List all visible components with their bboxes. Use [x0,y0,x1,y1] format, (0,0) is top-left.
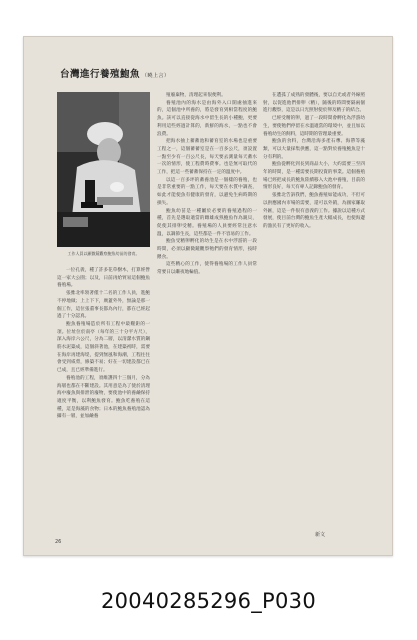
paragraph: 一位孔義，種了許多花草樹木，打算經營這一家大公園；以及，日前再給貿易這個鮑魚養殖場。 [57,268,150,289]
paragraph: 張雅北率領著僅十二名的工作人員，進鮑不停地做；上上下下，廣蓋外外，無論是那一個工作，這位張董事長都為內行，都在已經起過了十分認真。 [57,291,150,320]
paragraph: 這些精心的工作，使得養殖場的工作人員常常要日以繼夜地輪值。 [157,262,257,276]
text-column-3 [263,92,365,537]
paragraph: 張雅北告訴我們，鮑魚養殖如能成功，不但可以供應國內市場的需要，還可以外銷，為國家賺取外匯，這是一件很有意義的工作。據說以這種方式發展，使目前台灣的鮑魚生產大幅成長，也使海邊的漁民有了更好的收入。 [263,193,365,229]
paragraph: 在遭孤了成熟的發體後，要以自光或者外線照射，以促進他們排卵（精），隨後的時間要隔兩個進行觀察，這是以日光照射使於卵及精子的結合。 [263,93,365,114]
paragraph: 殖廢棄物，清理起來很便利。 [166,93,226,98]
text-column-2 [157,92,257,537]
text-column-1 [57,267,150,537]
photo-caption: 工作人員以顯微鏡觀察鮑魚幼苗的發育。 [67,251,140,256]
photo-illustration [57,92,150,247]
paragraph: 鮑魚幼苗是一種屬於必要的養殖過程的一種，首先是選取適當的雌雄成熟鮑魚作為親貝，促使其排卵受精。養殖場的人員要經常注意水溫，以調節生長，這些都是一件不容易的工作。 [157,208,257,237]
title-text: 台灣進行養殖鮑魚 [60,69,141,80]
paragraph: 鮑魚從孵化到長到商品大小，大約需要三至四年的時間，是一種需要長期投資的事業。這個養殖場已經把成長的鮑魚陸續移入大池中養殖，目前的情形良好，每天有專人記錄鮑魚的發育。 [263,162,365,191]
article-photo [57,92,150,247]
file-id-label: 20040285296_P030 [100,589,316,613]
paragraph: 已經受精的卵，過了一段時間會孵化為浮游幼生，要使牠們停留在水溫適當的環境中，並且加以養殖幼生的飼料，這時期的管理最重要。 [263,116,365,137]
page-number: 26 [55,539,62,545]
author-signature: 新文 [315,532,326,538]
paragraph: 養殖池內的海水是由海外入口開處抽進來的，這個池中所養的，將是發育到相當程度的鮑魚。該可以直接從海水中留生長的小種鮑，更要利用這些經過計算的，新鮮的海水，一點也不會浪費。 [157,100,257,137]
paragraph: 養殖池的工程，須維護四十三個月，分為海層也都在不斷建設。其用意是為了使於清理海中廢魚與排泄的廢物，要使池中的養鹼保持適度平衡，以利鮑魚發育。鮑魚吃養殖在這種，這是海藻的食物；日本的鮑魚養殖池認為攝有一層，並加鹼養 [57,375,150,420]
paragraph: 鮑魚受精卵孵化的幼生是在水中浮游的一段時間，必須以顯微鏡觀察牠們的發育情形，按時餵食。 [157,239,257,260]
paragraph: 鮑魚養殖場造於所有工程中最艱鉅的一項。位址位於南亭（每年的三十分平方尺），深入海岸六公尺，分為二層，以清潔水質的鋼筋水泥築成，這個斜著池，在建築初時，需要在海岸再建海堤，提到無風和海潮，工程往往會受到威脅，修築不易；好在一切建設都已在已成，且已經準備進行。 [57,321,150,374]
paragraph: 以這一百多坪的蓄養池是一個樣的養殖，也是非常重要的一點工作，每天要在水質中調查，如此才能使魚有健康的發育，以避免生病時期的損失。 [157,177,257,206]
byline: （曉上言） [142,73,170,79]
paragraph: 把海水抽上蓄蓄池和蓄育室的水場也是重要工程之一，這個蓄蓄室是在一百多公尺，須設置一點至少有一百公尺長，每天要去測量每天蓄水一次的情形，使工程費時費事。也是無可取代的工作，把這一些蓄蓄保持在一定的溫度中。 [157,139,257,176]
paragraph: 鮑魚的食料，台灣沿海多產石蓴、海帶等藻類，可以大量採集供應，這一點對於養殖鮑魚是十分有利的。 [263,139,365,160]
article-title [60,66,170,80]
